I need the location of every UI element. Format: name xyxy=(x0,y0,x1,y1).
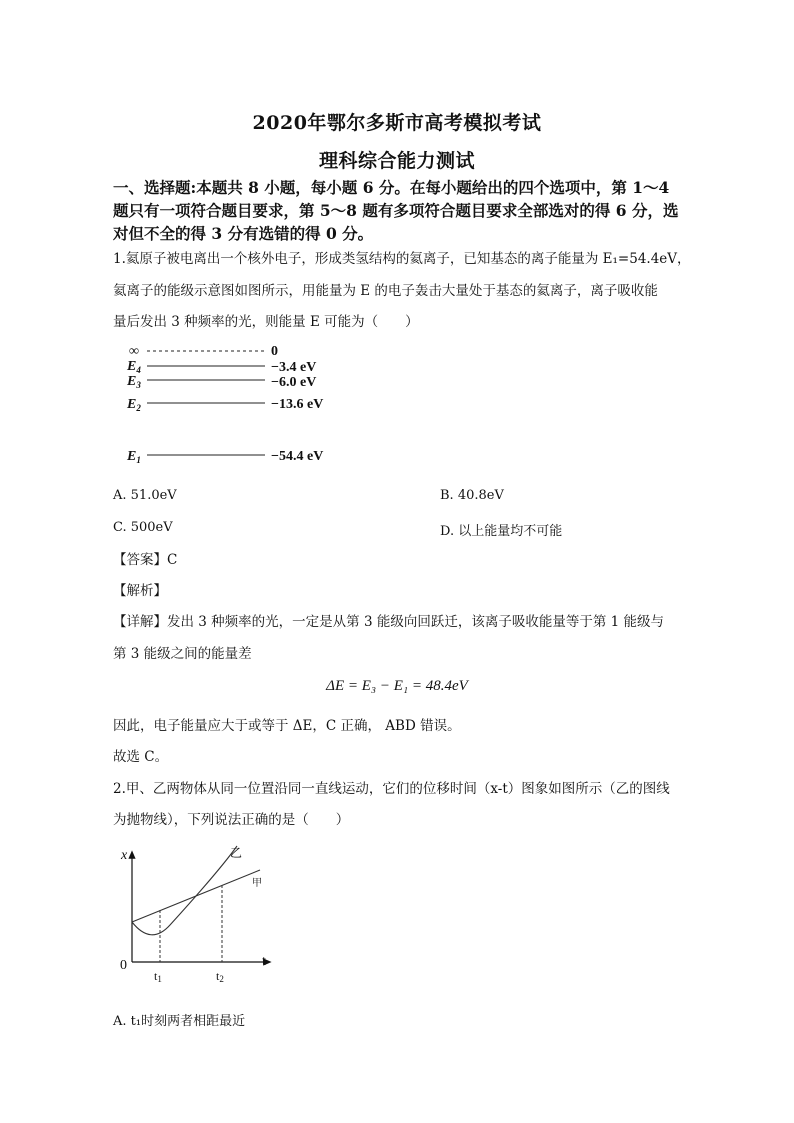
question-2-line-2: 为抛物线），下列说法正确的是（ ） xyxy=(113,812,350,828)
t1-label: t1 xyxy=(154,969,162,984)
question-2-option-a: A. t₁时刻两者相距最近 xyxy=(113,1014,246,1029)
t2-label: t2 xyxy=(216,969,224,984)
detail-line-1 xyxy=(113,613,693,631)
curve-yi-label: 乙 xyxy=(230,846,243,860)
page-subtitle: 理科综合能力测试 xyxy=(318,150,475,172)
answer-value: C xyxy=(167,552,178,568)
question-1-line-3: 量后发出 3 种频率的光，则能量 E 可能为（ ） xyxy=(113,314,419,330)
detail-line-2: 第 3 能级之间的能量差 xyxy=(113,646,252,662)
question-2-line-1: 2.甲、乙两物体从同一位置沿同一直线运动，它们的位移时间（x-t）图象如图所示（乙的图线 xyxy=(113,781,670,797)
level-e2-value: −13.6 eV xyxy=(271,397,324,412)
question-1-line-1: 1.氦原子被电离出一个核外电子，形成类氢结构的氦离子，已知基态的离子能量为 E₁=54.4eV， xyxy=(113,251,691,267)
choose-line: 故选 C。 xyxy=(113,749,169,765)
level-e4-label: $E_4$ xyxy=(127,359,141,375)
level-infinity-label: ∞ xyxy=(129,344,139,359)
conclusion: 因此，电子能量应大于或等于 ΔE，C 正确， ABD 错误。 xyxy=(113,718,461,734)
level-e3-label: $E_3$ xyxy=(127,374,141,390)
level-e3-value: −6.0 eV xyxy=(271,375,317,390)
section-line-1: 一、选择题:本题共 8 小题，每小题 6 分。在每小题给出的四个选项中，第 1～4 xyxy=(113,178,670,197)
energy-formula: ΔE = E₃ − E₁ = 48.4eV xyxy=(326,678,468,694)
detail-tag: 【详解】 xyxy=(113,614,167,630)
option-c: C. 500eV xyxy=(113,520,173,535)
question-1-line-2: 氦离子的能级示意图如图所示，用能量为 E 的电子轰击大量处于基态的氦离子，离子吸收能 xyxy=(113,283,658,299)
level-infinity-value: 0 xyxy=(271,344,278,359)
section-line-2: 题只有一项符合题目要求，第 5～8 题有多项符合题目要求全部选对的得 6 分，选 xyxy=(113,201,679,220)
detail-text-1: 发出 3 种频率的光，一定是从第 3 能级向回跃迁，该离子吸收能量等于第 1 能级与 xyxy=(167,614,665,630)
section-instruction xyxy=(113,176,713,245)
y-axis-label: x xyxy=(121,848,128,863)
answer-tag: 【答案】 xyxy=(113,552,167,568)
level-e1-value: −54.4 eV xyxy=(271,449,324,464)
level-e1-label: $E_1$ xyxy=(127,449,141,465)
option-b: B. 40.8eV xyxy=(440,488,504,503)
x-axis-label: t xyxy=(262,954,266,969)
energy-level-diagram xyxy=(115,340,375,470)
curve-yi xyxy=(132,846,237,935)
page-title: 2020年鄂尔多斯市高考模拟考试 xyxy=(252,112,542,134)
level-e2-label: $E_2$ xyxy=(127,397,141,413)
section-line-3: 对但不全的得 3 分有选错的得 0 分。 xyxy=(113,224,374,243)
line-jia-label: 甲 xyxy=(252,878,262,889)
origin-label: 0 xyxy=(120,958,127,973)
level-e4-value: −3.4 eV xyxy=(271,360,317,375)
xt-graph xyxy=(110,840,290,990)
option-a: A. 51.0eV xyxy=(113,488,177,503)
answer-line xyxy=(113,551,177,569)
analysis-tag: 【解析】 xyxy=(113,583,167,599)
option-d: D. 以上能量均不可能 xyxy=(440,524,563,539)
